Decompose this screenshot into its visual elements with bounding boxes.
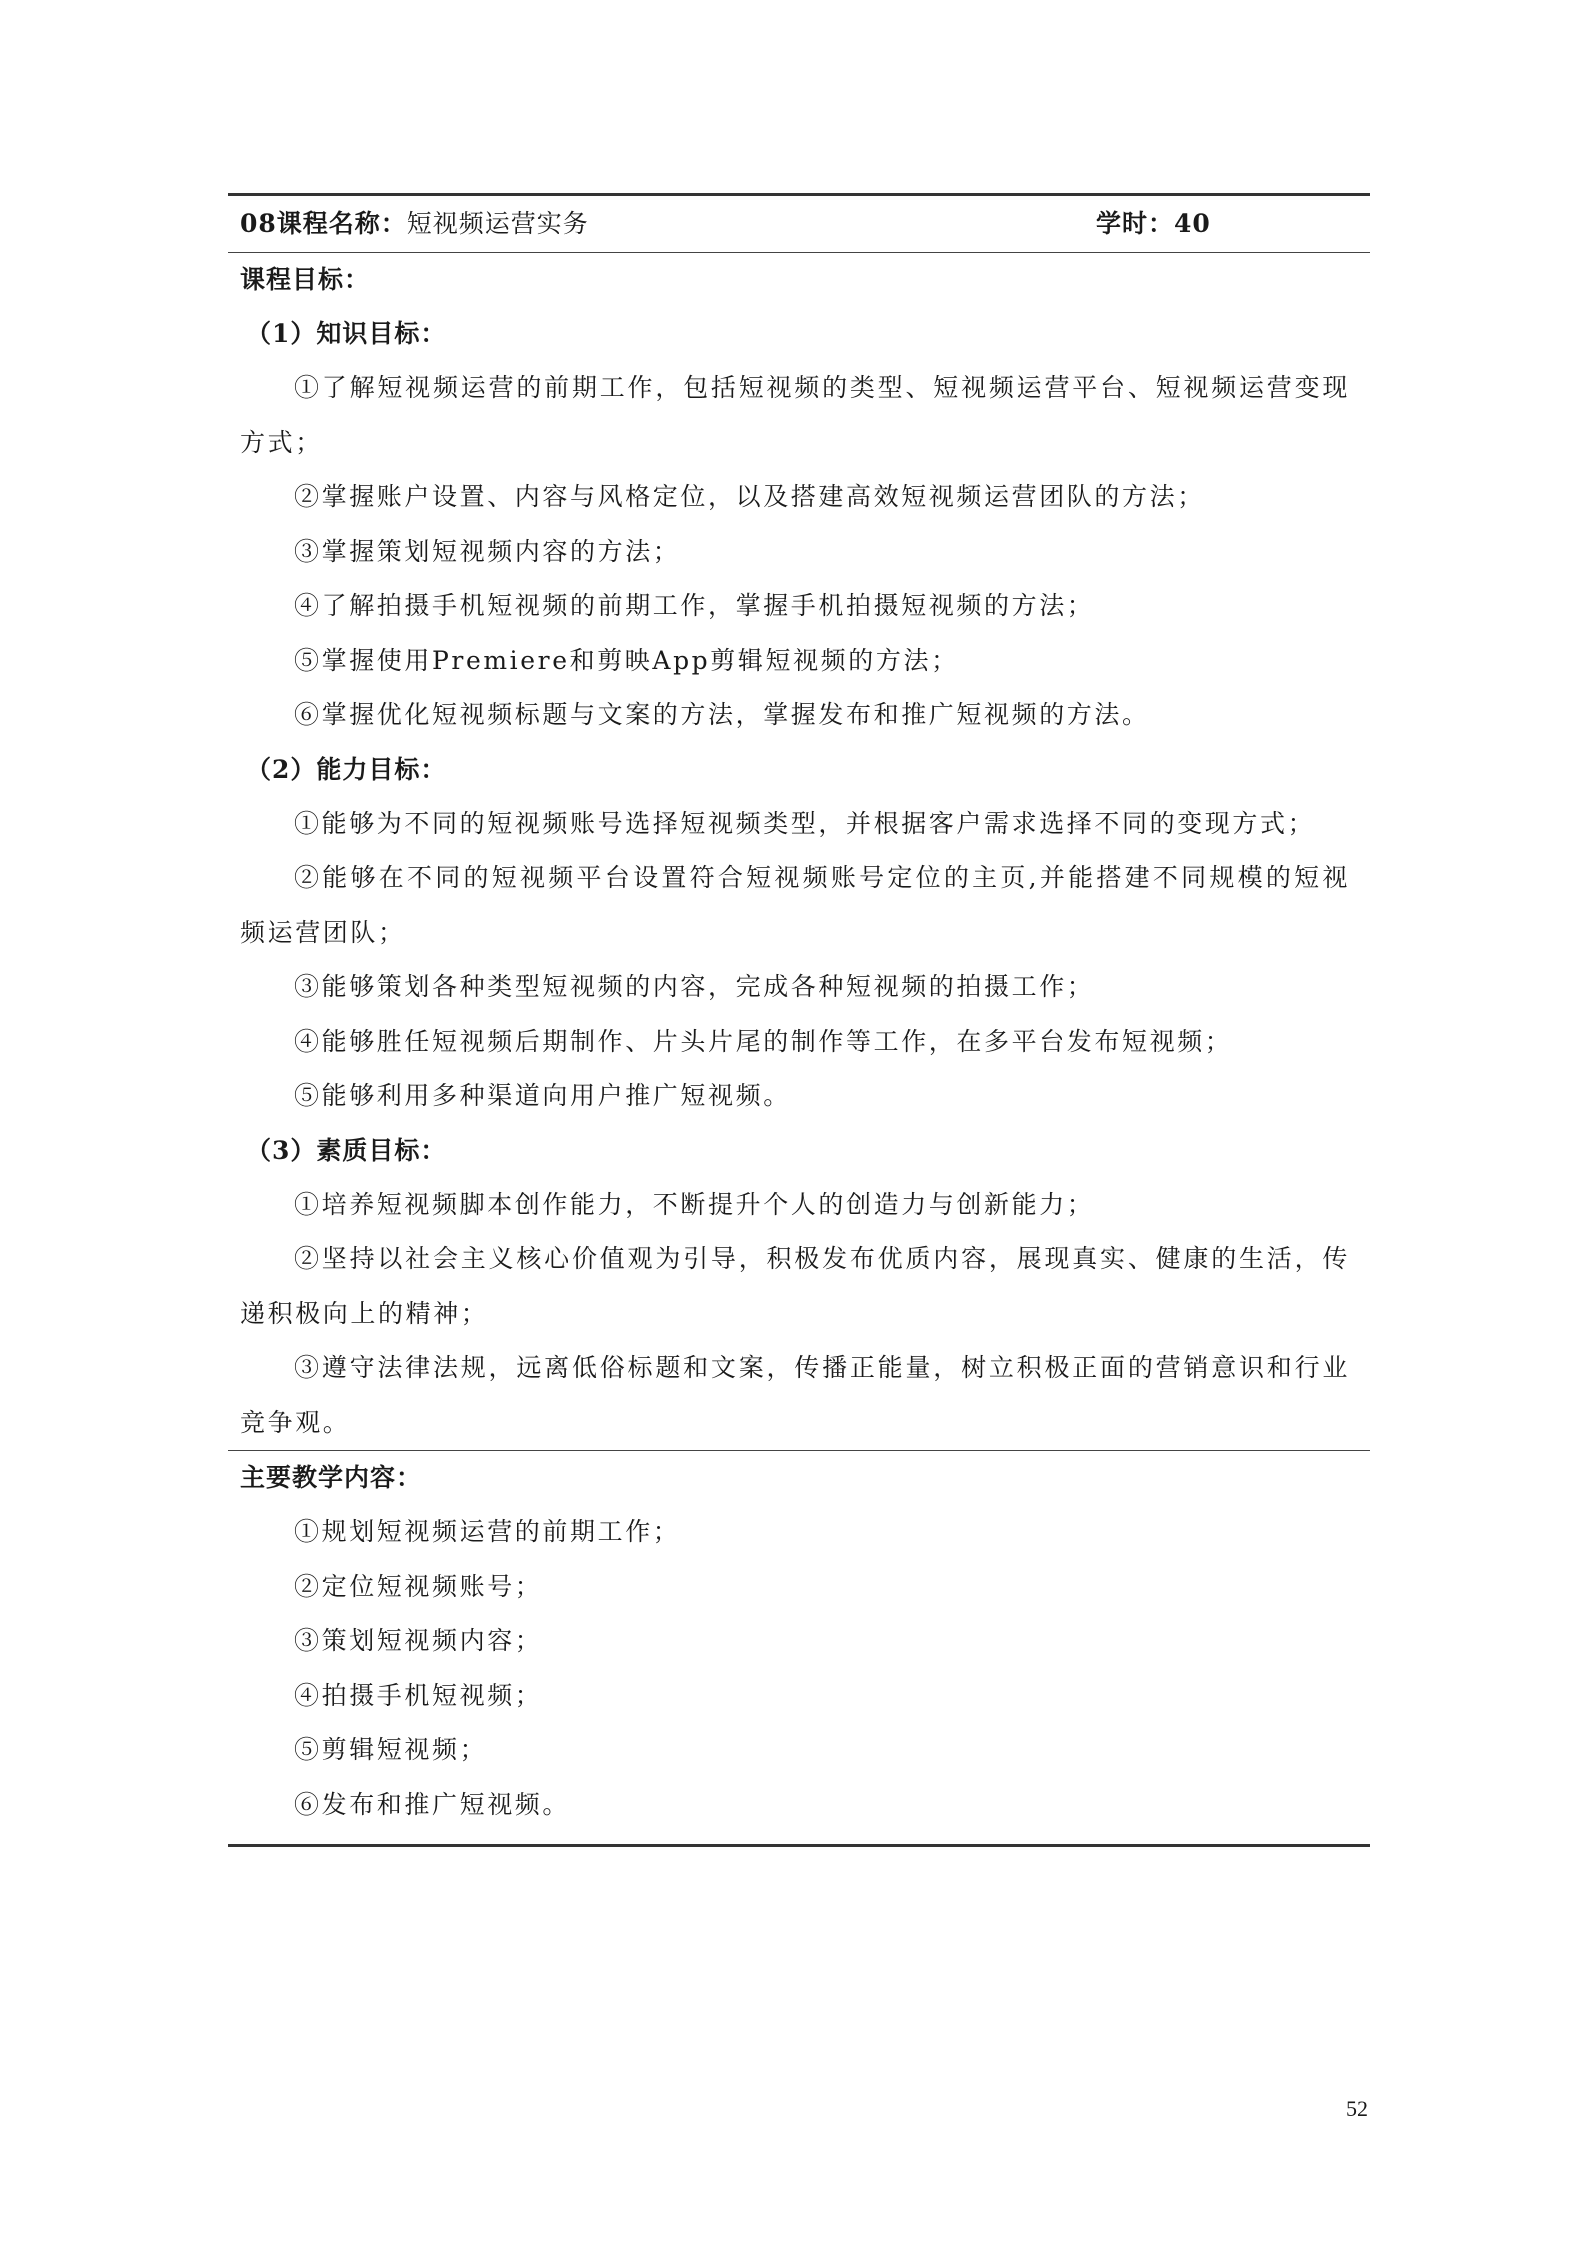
knowledge-item: ③掌握策划短视频内容的方法；	[294, 536, 681, 566]
objectives-title: 课程目标：	[240, 265, 371, 294]
knowledge-title: （1）知识目标：	[246, 319, 447, 348]
course-name-value: 短视频运营实务	[406, 209, 589, 238]
knowledge-item: ⑤掌握使用Premiere和剪映App剪辑短视频的方法；	[294, 645, 959, 675]
quality-item: ①培养短视频脚本创作能力，不断提升个人的创造力与创新能力；	[294, 1189, 1095, 1219]
course-name-label: 08课程名称：	[240, 209, 407, 238]
content-item: ④拍摄手机短视频；	[294, 1680, 543, 1710]
quality-title: （3）素质目标：	[246, 1135, 447, 1165]
ability-item: ③能够策划各种类型短视频的内容，完成各种短视频的拍摄工作；	[294, 972, 1095, 1001]
content-item: ①规划短视频运营的前期工作；	[294, 1517, 681, 1546]
ability-item: ②能够在不同的短视频平台设置符合短视频账号定位的主页,并能搭建不同规模的短视频运营团队；	[240, 863, 1350, 947]
course-name-cell	[240, 196, 589, 252]
page-number: 52	[1346, 2096, 1368, 2121]
knowledge-item: ①了解短视频运营的前期工作，包括短视频的类型、短视频运营平台、短视频运营变现方式；	[240, 373, 1350, 457]
course-hours-value: 40	[1174, 209, 1211, 238]
knowledge-item: ②掌握账户设置、内容与风格定位，以及搭建高效短视频运营团队的方法；	[294, 482, 1205, 511]
ability-item: ④能够胜任短视频后期制作、片头片尾的制作等工作，在多平台发布短视频；	[294, 1026, 1233, 1056]
table-bottom-rule	[228, 1844, 1370, 1847]
content-item: ⑤剪辑短视频；	[294, 1735, 488, 1764]
quality-item: ②坚持以社会主义核心价值观为引导，积极发布优质内容，展现真实、健康的生活，传递积极向上的精神；	[240, 1244, 1350, 1328]
content-section	[228, 1451, 1370, 1832]
course-table	[228, 193, 1370, 1847]
content-title: 主要教学内容：	[240, 1463, 423, 1492]
ability-item: ⑤能够利用多种渠道向用户推广短视频。	[294, 1081, 791, 1110]
quality-item: ③遵守法律法规，远离低俗标题和文案，传播正能量，树立积极正面的营销意识和行业竞争观。	[240, 1353, 1350, 1437]
content-item: ⑥发布和推广短视频。	[294, 1789, 571, 1819]
course-header-row	[228, 196, 1370, 252]
ability-item: ①能够为不同的短视频账号选择短视频类型，并根据客户需求选择不同的变现方式；	[294, 808, 1316, 838]
ability-title: （2）能力目标：	[246, 754, 447, 784]
content-item: ②定位短视频账号；	[294, 1571, 543, 1601]
objectives-section	[228, 253, 1370, 1450]
knowledge-item: ⑥掌握优化短视频标题与文案的方法，掌握发布和推广短视频的方法。	[294, 700, 1150, 729]
knowledge-item: ④了解拍摄手机短视频的前期工作，掌握手机拍摄短视频的方法；	[294, 591, 1095, 620]
content-item: ③策划短视频内容；	[294, 1626, 543, 1655]
course-hours-label: 学时：	[1096, 209, 1175, 238]
course-hours-cell	[1096, 196, 1211, 252]
